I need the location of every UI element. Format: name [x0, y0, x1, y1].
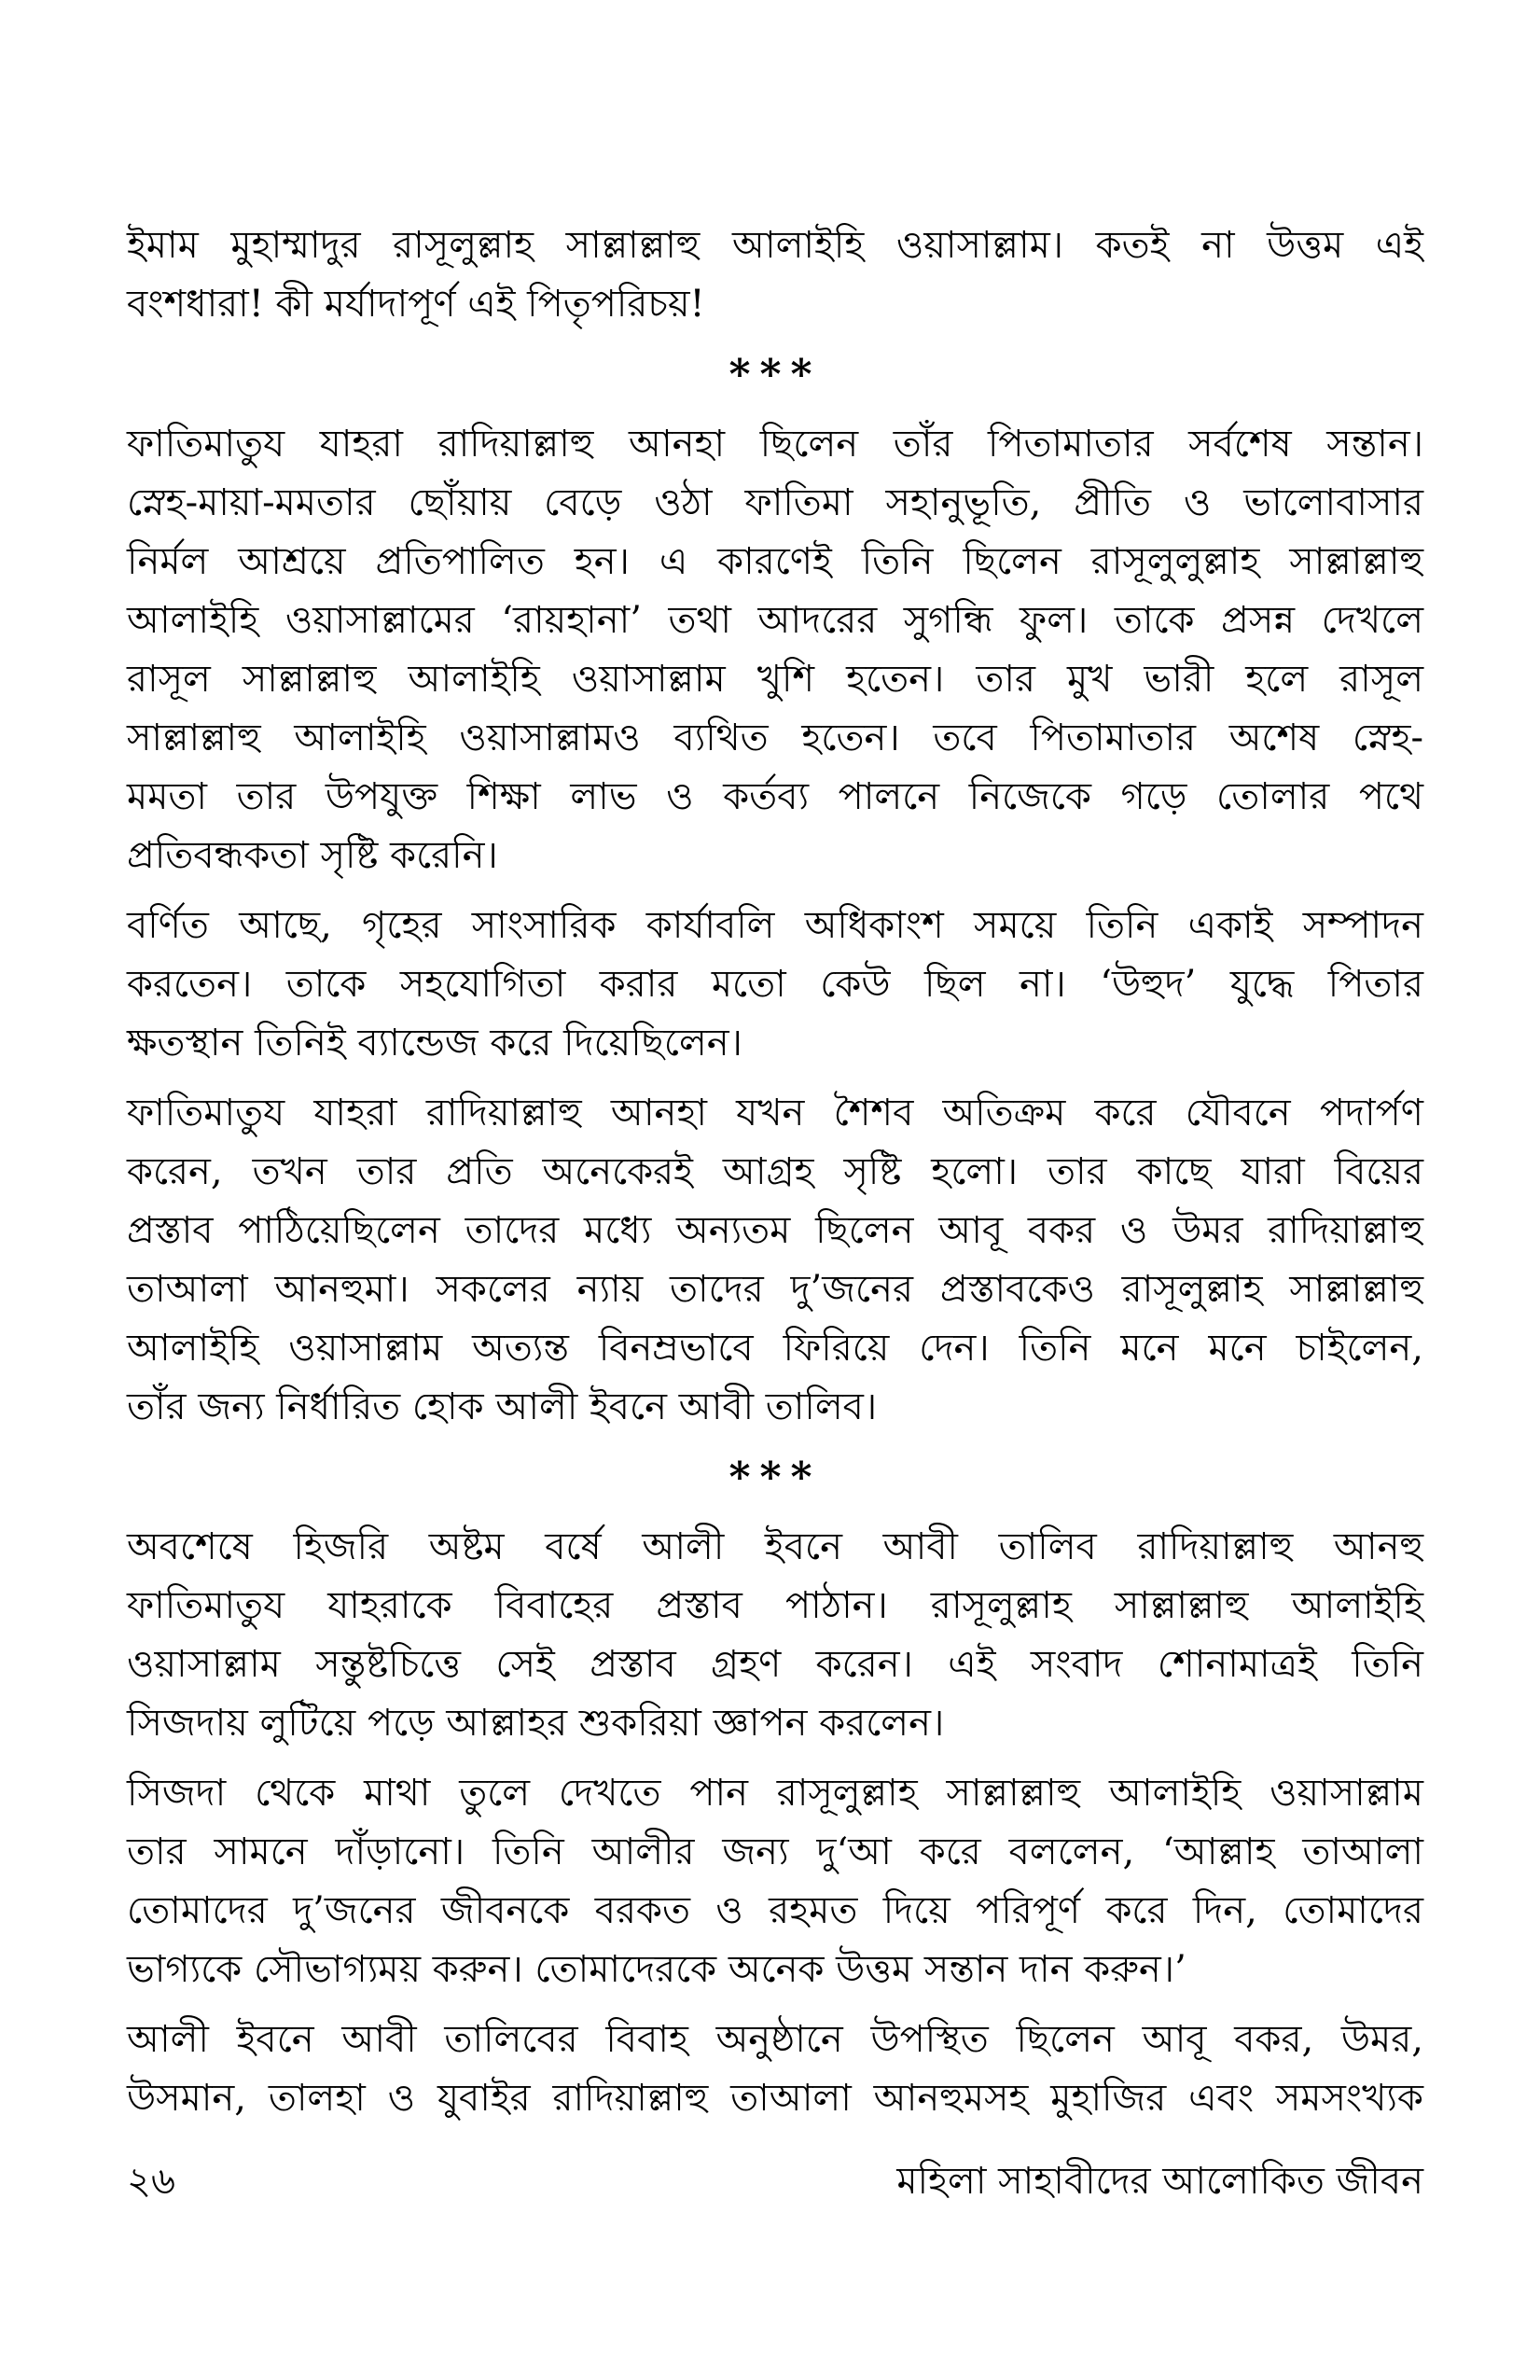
- text-content: [127, 216, 1423, 2139]
- text-line: করেন, তখন তার প্রতি অনেকেরই আগ্রহ সৃষ্টি হলো। তার কাছে যারা বিয়ের: [127, 1150, 1423, 1193]
- text-line: নির্মল আশ্রয়ে প্রতিপালিত হন। এ কারণেই তিনি ছিলেন রাসূলুলুল্লাহ সাল্লাল্লাহু: [127, 540, 1423, 583]
- paragraph: [127, 897, 1423, 1073]
- paragraph: [127, 1084, 1423, 1437]
- paragraph: [127, 2011, 1423, 2128]
- text-line: রাসূল সাল্লাল্লাহু আলাইহি ওয়াসাল্লাম খুশি হতেন। তার মুখ ভারী হলে রাসূল: [127, 658, 1423, 701]
- text-line: অবশেষে হিজরি অষ্টম বর্ষে আলী ইবনে আবী তালিব রাদিয়াল্লাহু আনহু: [127, 1525, 1423, 1568]
- text-line: আলাইহি ওয়াসাল্লামের ‘রায়হানা’ তথা আদরের সুগন্ধি ফুল। তাকে প্রসন্ন দেখলে: [127, 599, 1423, 642]
- text-line: স্নেহ-মায়া-মমতার ছোঁয়ায় বেড়ে ওঠা ফাতিমা সহানুভূতি, প্রীতি ও ভালোবাসার: [127, 481, 1423, 524]
- page-number: ২৬: [127, 2160, 176, 2203]
- paragraph: [127, 415, 1423, 885]
- text-line: আলী ইবনে আবী তালিবের বিবাহ অনুষ্ঠানে উপস্থিত ছিলেন আবূ বকর, উমর,: [127, 2018, 1423, 2061]
- book-title: মহিলা সাহাবীদের আলোকিত জীবন: [896, 2160, 1423, 2203]
- text-line: ফাতিমাতুয যাহরা রাদিয়াল্লাহু আনহা যখন শৈশব অতিক্রম করে যৌবনে পদার্পণ: [127, 1092, 1423, 1134]
- section-separator: ***: [728, 351, 822, 398]
- text-line: ওয়াসাল্লাম সন্তুষ্টচিত্তে সেই প্রস্তাব গ্রহণ করেন। এই সংবাদ শোনামাত্রই তিনি: [127, 1643, 1423, 1686]
- text-line: তার সামনে দাঁড়ানো। তিনি আলীর জন্য দু‘আ করে বললেন, ‘আল্লাহ তাআলা: [127, 1830, 1423, 1873]
- text-line: ক্ষতস্থান তিনিই ব্যান্ডেজ করে দিয়েছিলেন।: [127, 1022, 742, 1065]
- text-line: উসমান, তালহা ও যুবাইর রাদিয়াল্লাহু তাআলা আনহুমসহ মুহাজির এবং সমসংখ্যক: [127, 2077, 1423, 2120]
- text-line: তাআলা আনহুমা। সকলের ন্যায় তাদের দু’জনের প্রস্তাবকেও রাসূলুল্লাহ সাল্লাল্লাহু: [127, 1268, 1423, 1311]
- page-footer: [127, 2150, 1423, 2212]
- text-line: ফাতিমাতুয যাহরাকে বিবাহের প্রস্তাব পাঠান। রাসূলুল্লাহ সাল্লাল্লাহু আলাইহি: [127, 1584, 1423, 1627]
- text-line: তাঁর জন্য নির্ধারিত হোক আলী ইবনে আবী তালিব।: [127, 1385, 878, 1428]
- text-line: তোমাদের দু’জনের জীবনকে বরকত ও রহমত দিয়ে পরিপূর্ণ করে দিন, তোমাদের: [127, 1889, 1423, 1932]
- section-separator: ***: [728, 1454, 822, 1501]
- text-line: সাল্লাল্লাহু আলাইহি ওয়াসাল্লামও ব্যথিত হতেন। তবে পিতামাতার অশেষ স্নেহ-: [127, 717, 1423, 759]
- text-line: ভাগ্যকে সৌভাগ্যময় করুন। তোমাদেরকে অনেক উত্তম সন্তান দান করুন।’: [127, 1948, 1186, 1991]
- text-line: সিজদায় লুটিয়ে পড়ে আল্লাহর শুকরিয়া জ্ঞাপন করলেন।: [127, 1702, 945, 1745]
- text-line: প্রতিবন্ধকতা সৃষ্টি করেনি।: [127, 834, 498, 877]
- text-line: বর্ণিত আছে, গৃহের সাংসারিক কার্যাবলি অধিকাংশ সময়ে তিনি একাই সম্পাদন: [127, 904, 1423, 947]
- text-line: প্রস্তাব পাঠিয়েছিলেন তাদের মধ্যে অন্যতম ছিলেন আবূ বকর ও উমর রাদিয়াল্লাহু: [127, 1209, 1423, 1252]
- text-line: সিজদা থেকে মাথা তুলে দেখতে পান রাসূলুল্লাহ সাল্লাল্লাহু আলাইহি ওয়াসাল্লাম: [127, 1772, 1423, 1815]
- text-line: মমতা তার উপযুক্ত শিক্ষা লাভ ও কর্তব্য পালনে নিজেকে গড়ে তোলার পথে: [127, 775, 1423, 818]
- paragraph: [127, 1518, 1423, 1753]
- text-line: আলাইহি ওয়াসাল্লাম অত্যন্ত বিনম্রভাবে ফিরিয়ে দেন। তিনি মনে মনে চাইলেন,: [127, 1327, 1423, 1370]
- paragraph: [127, 1764, 1423, 1999]
- text-line: করতেন। তাকে সহযোগিতা করার মতো কেউ ছিল না। ‘উহুদ’ যুদ্ধে পিতার: [127, 963, 1423, 1006]
- text-line: ইমাম মুহাম্মাদুর রাসূলুল্লাহ সাল্লাল্লাহু আলাইহি ওয়াসাল্লাম। কতই না উত্তম এই: [127, 224, 1423, 267]
- text-line: ফাতিমাতুয যাহরা রাদিয়াল্লাহু আনহা ছিলেন তাঁর পিতামাতার সর্বশেষ সন্তান।: [127, 423, 1423, 466]
- paragraph: [127, 216, 1423, 334]
- text-line: বংশধারা! কী মর্যাদাপূর্ণ এই পিতৃপরিচয়!: [127, 283, 705, 326]
